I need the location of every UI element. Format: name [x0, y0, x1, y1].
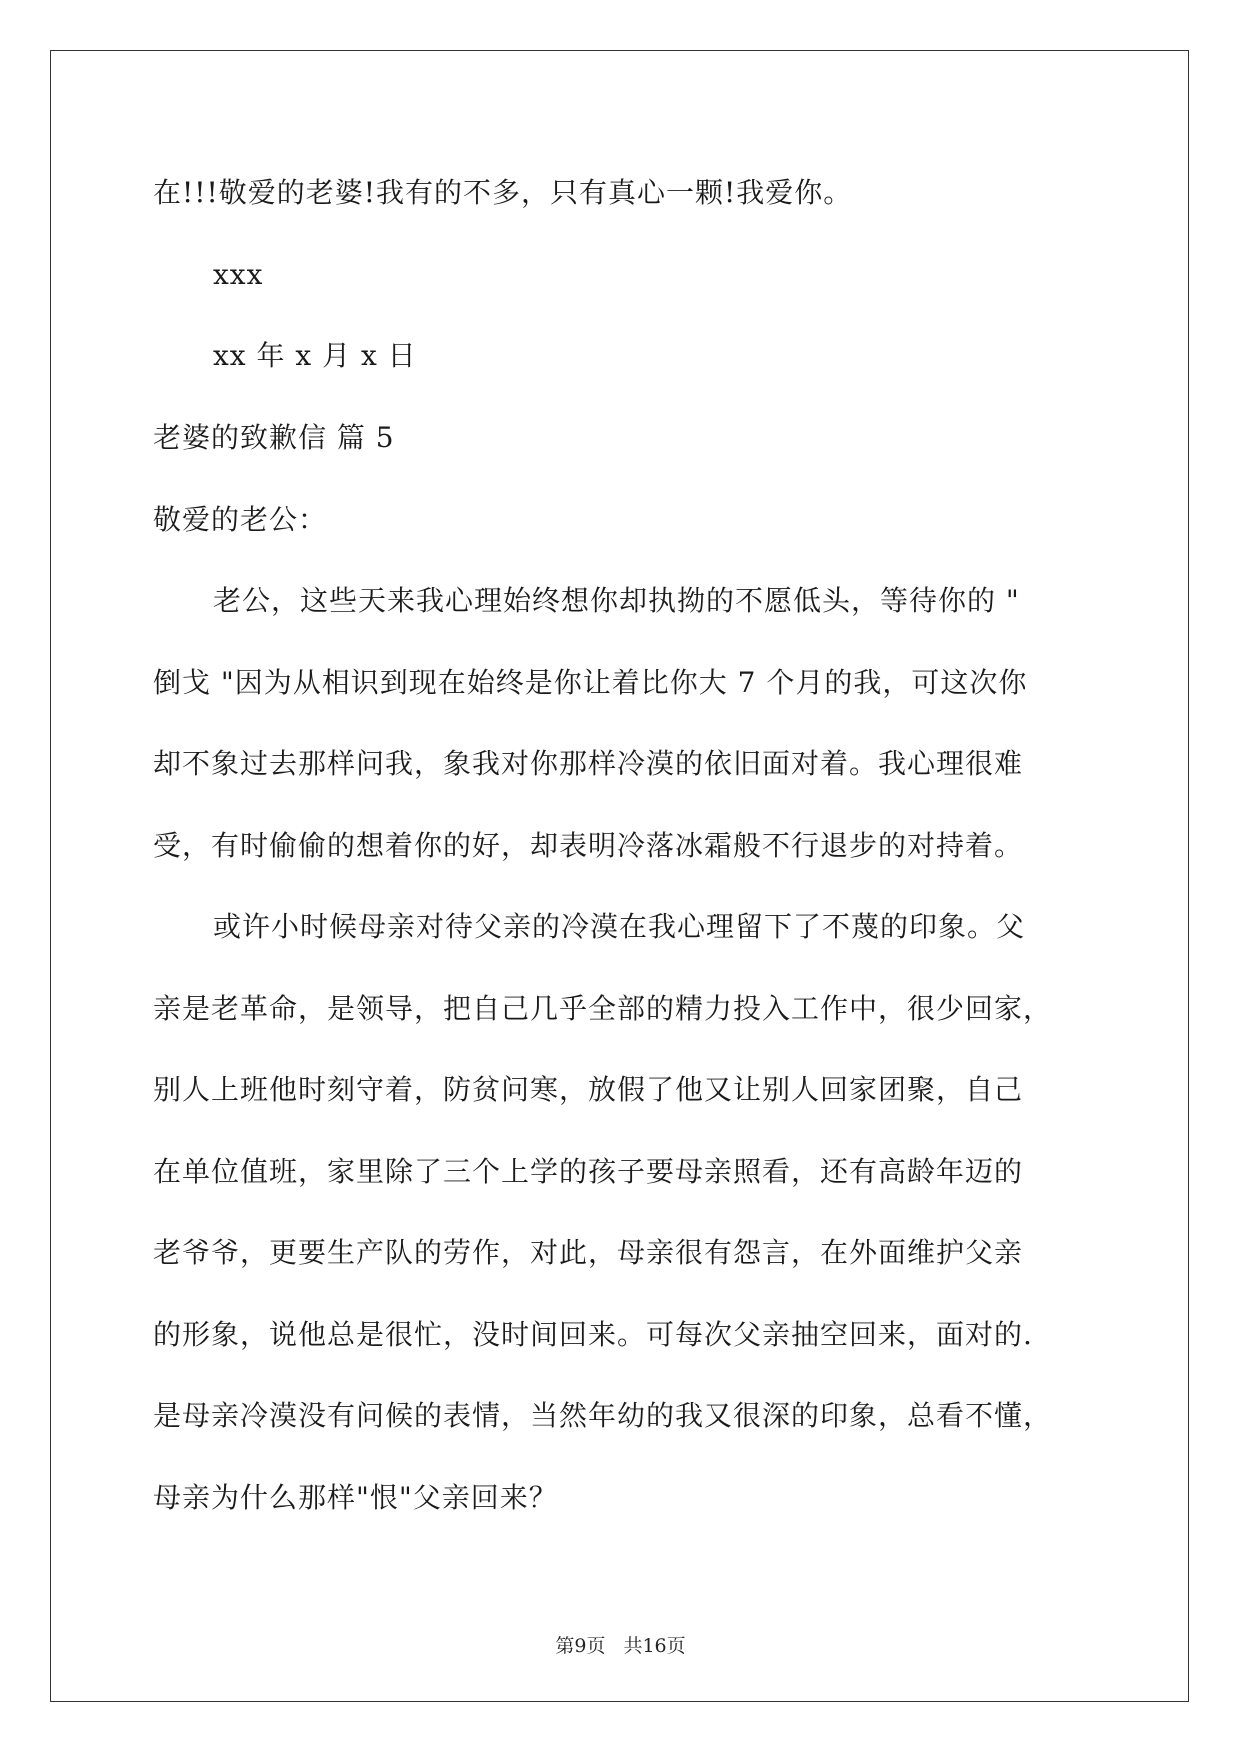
paragraph-1-line-2: 倒戈 "因为从相识到现在始终是你让着比你大 7 个月的我，可这次你 — [153, 666, 1028, 699]
salutation: 敬爱的老公： — [153, 503, 328, 536]
paragraph-1-line-1: 老公，这些天来我心理始终想你却执拗的不愿低头，等待你的 " — [213, 584, 1020, 617]
paragraph-1-line-4: 受，有时偷偷的想着你的好，却表明冷落冰霜般不行退步的对持着。 — [153, 829, 1024, 862]
section-heading: 老婆的致歉信 篇 5 — [153, 421, 395, 454]
page-footer — [0, 1634, 1241, 1658]
paragraph-1-line-3: 却不象过去那样问我，象我对你那样冷漠的依旧面对着。我心理很难 — [153, 747, 1024, 780]
paragraph-2-line-6: 的形象，说他总是很忙，没时间回来。可每次父亲抽空回来，面对的. — [153, 1318, 1033, 1351]
paragraph-2-line-4: 在单位值班，家里除了三个上学的孩子要母亲照看，还有高龄年迈的 — [153, 1155, 1024, 1188]
paragraph-2-line-1: 或许小时候母亲对待父亲的冷漠在我心理留下了不蔑的印象。父 — [213, 910, 1026, 943]
paragraph-2-line-3: 别人上班他时刻守着，防贫问寒，放假了他又让别人回家团聚，自己 — [153, 1073, 1024, 1106]
paragraph-2-line-7: 是母亲冷漠没有问候的表情，当然年幼的我又很深的印象，总看不懂， — [153, 1399, 1053, 1432]
page-number: 第9页 — [555, 1635, 606, 1657]
signature-date: xx 年 x 月 x 日 — [213, 339, 417, 372]
page-border — [50, 50, 1189, 1702]
paragraph-2-line-5: 老爷爷，更要生产队的劳作，对此，母亲很有怨言，在外面维护父亲 — [153, 1236, 1024, 1269]
signature-name: xxx — [213, 258, 264, 291]
text-line-1: 在!!!敬爱的老婆!我有的不多，只有真心一颗!我爱你。 — [153, 176, 853, 209]
total-pages: 共16页 — [623, 1635, 686, 1657]
paragraph-2-line-2: 亲是老革命，是领导，把自己几乎全部的精力投入工作中，很少回家， — [153, 992, 1053, 1025]
paragraph-2-line-8: 母亲为什么那样"恨"父亲回来？ — [153, 1481, 558, 1514]
